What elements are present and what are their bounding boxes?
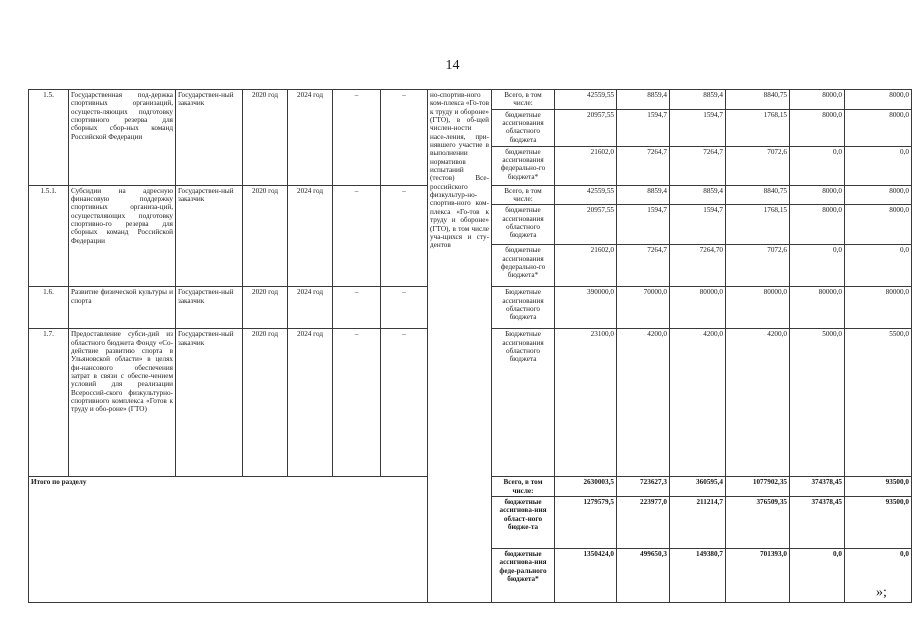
value-2022: 8840,75 <box>726 185 790 205</box>
page-number: 14 <box>445 58 460 73</box>
value-2023: 0,0 <box>790 245 845 287</box>
value-2022: 7072,6 <box>726 146 790 185</box>
year-end: 2024 год <box>288 90 333 186</box>
value-2021: 80000,0 <box>670 287 726 329</box>
value-2020: 723627,3 <box>617 477 670 497</box>
value-2023: 8000,0 <box>790 109 845 146</box>
value-2022: 8840,75 <box>726 90 790 110</box>
value-2022: 7072,6 <box>726 245 790 287</box>
event-name: Предоставление субси-дий из областного бюджета Фонду «Со-действие развитию спорта в Ульяновской области» в целях фи-нансового обеспечения затрат в связи с обеспе-чением условий для реализации Всероссий-ского физкультурно-спортивного комплекса «Готов к труду и обо-роне» (ГТО) <box>69 329 176 477</box>
value-2021: 149380,7 <box>670 549 726 603</box>
value-2024: 8000,0 <box>845 205 912 245</box>
funding-source: Всего, в том числе: <box>492 477 555 497</box>
dash-cell: – <box>381 185 428 287</box>
year-start: 2020 год <box>243 90 288 186</box>
value-2020: 499650,3 <box>617 549 670 603</box>
funding-source: Всего, в том числе: <box>492 90 555 110</box>
value-2022: 80000,0 <box>726 287 790 329</box>
value-2024: 0,0 <box>845 245 912 287</box>
value-2024: 8000,0 <box>845 185 912 205</box>
value-2021: 211214,7 <box>670 497 726 549</box>
value-2023: 5000,0 <box>790 329 845 477</box>
value-2024: 80000,0 <box>845 287 912 329</box>
value-2021: 8859,4 <box>670 185 726 205</box>
value-2020: 70000,0 <box>617 287 670 329</box>
value-2022: 1768,15 <box>726 205 790 245</box>
value-2024: 93500,0 <box>845 477 912 497</box>
value-2023: 8000,0 <box>790 185 845 205</box>
funding-source: бюджетные ассигнования федерально-го бюджета* <box>492 146 555 185</box>
value-2022: 376509,35 <box>726 497 790 549</box>
dash-cell: – <box>333 90 381 186</box>
closing-quote-mark: »; <box>876 585 887 600</box>
event-name: Субсидии на адресную финансовую поддержку спортивных организа-ций, осуществляющих подготовку спортивно-го резерва для сборных команд Российской Федерации <box>69 185 176 287</box>
value-2021: 1594,7 <box>670 109 726 146</box>
value-total: 1279579,5 <box>555 497 617 549</box>
dash-cell: – <box>333 287 381 329</box>
value-2024: 0,0 <box>845 549 912 603</box>
value-2022: 701393,0 <box>726 549 790 603</box>
target-indicator: но-спортив-ного ком-плекса «Го-тов к труду и обороне» (ГТО), в об-щей числен-ности насе-ления, при-нявшего участие в выполнении нормативов испытаний (тестов) Все-российского физкультур-но-спортив-ного ком-плекса «Го-тов к труду и обороне» (ГТО), в том числе уча-щихся и сту-дентов <box>428 90 492 603</box>
dash-cell: – <box>381 287 428 329</box>
value-total: 1350424,0 <box>555 549 617 603</box>
value-2024: 8000,0 <box>845 90 912 110</box>
year-end: 2024 год <box>288 329 333 477</box>
value-2020: 1594,7 <box>617 109 670 146</box>
year-start: 2020 год <box>243 329 288 477</box>
event-name: Государственная под-держка спортивных организаций, осуществ-ляющих подготовку спортивного резерва для сборных сбор-ных команд Российской Федерации <box>69 90 176 186</box>
value-total: 390000,0 <box>555 287 617 329</box>
value-2023: 0,0 <box>790 146 845 185</box>
value-2020: 7264,7 <box>617 146 670 185</box>
funding-source: бюджетные ассигнования областного бюджета <box>492 109 555 146</box>
value-2024: 8000,0 <box>845 109 912 146</box>
value-2020: 8859,4 <box>617 185 670 205</box>
value-2023: 8000,0 <box>790 90 845 110</box>
row-number: 1.7. <box>29 329 69 477</box>
dash-cell: – <box>333 185 381 287</box>
executor: Государствен-ный заказчик <box>176 185 243 287</box>
dash-cell: – <box>381 90 428 186</box>
funding-source: Всего, в том числе: <box>492 185 555 205</box>
row-number: 1.5.1. <box>29 185 69 287</box>
value-2023: 8000,0 <box>790 205 845 245</box>
value-2021: 8859,4 <box>670 90 726 110</box>
value-2024: 5500,0 <box>845 329 912 477</box>
executor: Государствен-ный заказчик <box>176 90 243 186</box>
value-2023: 374378,45 <box>790 477 845 497</box>
funding-source: бюджетные ассигнова-ния област-ного бюдже-та <box>492 497 555 549</box>
row-number: 1.5. <box>29 90 69 186</box>
executor: Государствен-ный заказчик <box>176 329 243 477</box>
value-2021: 7264,7 <box>670 146 726 185</box>
executor: Государствен-ный заказчик <box>176 287 243 329</box>
value-total: 23100,0 <box>555 329 617 477</box>
value-2023: 80000,0 <box>790 287 845 329</box>
value-2020: 7264,7 <box>617 245 670 287</box>
value-2024: 93500,0 <box>845 497 912 549</box>
value-2020: 4200,0 <box>617 329 670 477</box>
funding-source: бюджетные ассигнова-ния феде-рального бюджета* <box>492 549 555 603</box>
funding-source: Бюджетные ассигнования областного бюджета <box>492 287 555 329</box>
funding-source: бюджетные ассигнования областного бюджета <box>492 205 555 245</box>
value-2022: 1768,15 <box>726 109 790 146</box>
value-2022: 4200,0 <box>726 329 790 477</box>
value-2023: 374378,45 <box>790 497 845 549</box>
value-2020: 223977,0 <box>617 497 670 549</box>
value-total: 21602,0 <box>555 245 617 287</box>
section-total-label: Итого по разделу <box>29 477 492 603</box>
row-number: 1.6. <box>29 287 69 329</box>
year-end: 2024 год <box>288 185 333 287</box>
event-name: Развитие физической культуры и спорта <box>69 287 176 329</box>
value-2021: 4200,0 <box>670 329 726 477</box>
value-total: 20957,55 <box>555 109 617 146</box>
value-2021: 7264,70 <box>670 245 726 287</box>
value-2021: 360595,4 <box>670 477 726 497</box>
year-start: 2020 год <box>243 185 288 287</box>
value-total: 42559,55 <box>555 90 617 110</box>
budget-table <box>28 89 912 603</box>
dash-cell: – <box>381 329 428 477</box>
dash-cell: – <box>333 329 381 477</box>
value-total: 2630003,5 <box>555 477 617 497</box>
value-2021: 1594,7 <box>670 205 726 245</box>
funding-source: Бюджетные ассигнования областного бюджета <box>492 329 555 477</box>
value-2023: 0,0 <box>790 549 845 603</box>
year-start: 2020 год <box>243 287 288 329</box>
value-total: 42559,55 <box>555 185 617 205</box>
value-2022: 1077902,35 <box>726 477 790 497</box>
value-2020: 8859,4 <box>617 90 670 110</box>
value-2024: 0,0 <box>845 146 912 185</box>
value-total: 20957,55 <box>555 205 617 245</box>
funding-source: бюджетные ассигнования федерально-го бюджета* <box>492 245 555 287</box>
year-end: 2024 год <box>288 287 333 329</box>
value-total: 21602,0 <box>555 146 617 185</box>
value-2020: 1594,7 <box>617 205 670 245</box>
